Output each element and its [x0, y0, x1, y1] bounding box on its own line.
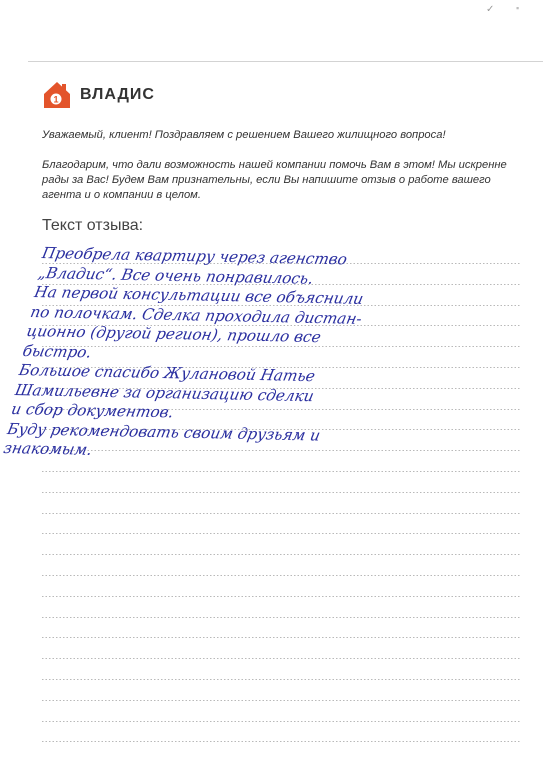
- review-line: быстро.: [21, 341, 94, 361]
- scan-mark: ✓: [486, 4, 495, 15]
- review-line: Буду рекомендовать своим друзьям и: [5, 419, 322, 445]
- review-line: и сбор документов.: [9, 399, 176, 422]
- review-line: Преобрела квартиру через агенство: [40, 244, 349, 269]
- thanks-text: Благодарим, что дали возможность нашей компании помочь Вам в этом! Мы искренне рады за Вас! Будем Вам признательны, если Вы напишите отзыв о работе вашего агента и о компании в целом.: [42, 159, 507, 201]
- greeting-text: Уважаемый, клиент! Поздравляем с решением Вашего жилищного вопроса!: [42, 129, 446, 141]
- review-heading: Текст отзыва:: [42, 217, 144, 234]
- logo-text: ВЛАДИС: [80, 86, 155, 103]
- handwritten-review: [2, 244, 512, 468]
- review-line: Шамильевне за организацию сделки: [13, 380, 316, 405]
- review-line: На первой консультации все объяснили: [32, 282, 366, 308]
- review-line: ционно (другой регион), прошло все: [25, 321, 323, 347]
- review-line: Большое спасибо Жулановой Натье: [17, 360, 317, 386]
- review-line: знакомым.: [1, 438, 94, 459]
- review-line: по полочкам. Сделка проходила дистан-: [28, 302, 364, 328]
- svg-text:1: 1: [53, 94, 59, 105]
- scan-mark: ▪: [516, 3, 520, 13]
- review-line: „Владис“. Все очень понравилось.: [36, 263, 316, 288]
